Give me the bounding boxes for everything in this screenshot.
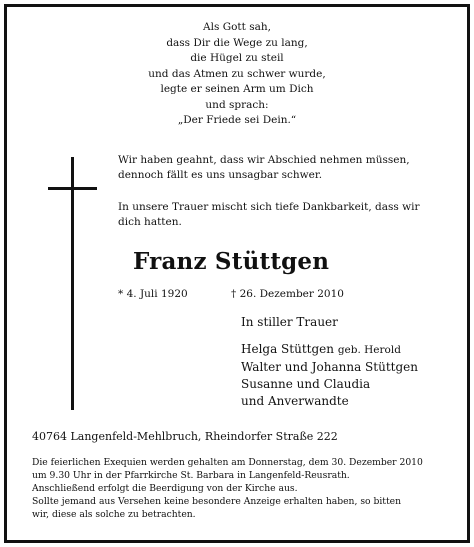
poem-line: „Der Friede sei Dein.“ — [177, 114, 297, 126]
death-date: † 26. Dezember 2010 — [231, 288, 344, 300]
poem-line: die Hügel zu steil — [190, 52, 284, 64]
notice-line: wir, diese als solche zu betrachten. — [32, 509, 196, 520]
gratitude-line: In unsere Trauer mischt sich tiefe Dankbarkeit, dass wir — [118, 201, 420, 213]
poem — [0, 20, 474, 129]
maiden-name: geb. Herold — [337, 344, 401, 356]
mourners-list — [241, 341, 418, 410]
notice-line: Sollte jemand aus Versehen keine besondere Anzeige erhalten haben, so bitten — [32, 496, 402, 507]
mourner-line: Susanne und Claudia — [241, 377, 371, 391]
cross-icon-vertical — [71, 157, 74, 410]
poem-line: und sprach: — [205, 98, 269, 111]
poem-line: dass Dir die Wege zu lang, — [166, 36, 308, 49]
intro-line: dennoch fällt es uns unsagbar schwer. — [118, 169, 323, 181]
notice-line: um 9.30 Uhr in der Pfarrkirche St. Barbara in Langenfeld-Reusrath. — [32, 470, 350, 481]
intro-line: Wir haben geahnt, dass wir Abschied nehmen müssen, — [118, 154, 410, 166]
poem-line: und das Atmen zu schwer wurde, — [148, 67, 326, 80]
birth-date: * 4. Juli 1920 — [118, 288, 188, 300]
mourning-heading: In stiller Trauer — [241, 315, 338, 329]
gratitude-line: dich hatten. — [118, 216, 182, 228]
funeral-notice — [32, 456, 452, 521]
notice-line: Die feierlichen Exequien werden gehalten am Donnerstag, dem 30. Dezember 2010 — [32, 457, 423, 468]
cross-icon-horizontal — [48, 187, 97, 190]
notice-line: Anschließend erfolgt die Beerdigung von der Kirche aus. — [32, 483, 298, 494]
poem-line: legte er seinen Arm um Dich — [160, 83, 314, 95]
family-address: 40764 Langenfeld-Mehlbruch, Rheindorfer Straße 222 — [32, 430, 338, 443]
mourner-name: Helga Stüttgen — [241, 342, 334, 356]
mourner-line: Walter und Johanna Stüttgen — [241, 360, 418, 374]
poem-line: Als Gott sah, — [203, 21, 271, 33]
deceased-name: Franz Stüttgen — [133, 248, 330, 275]
intro-paragraph — [118, 153, 458, 183]
mourner-line — [241, 341, 418, 359]
gratitude-paragraph — [118, 200, 458, 230]
mourner-line: und Anverwandte — [241, 394, 349, 408]
